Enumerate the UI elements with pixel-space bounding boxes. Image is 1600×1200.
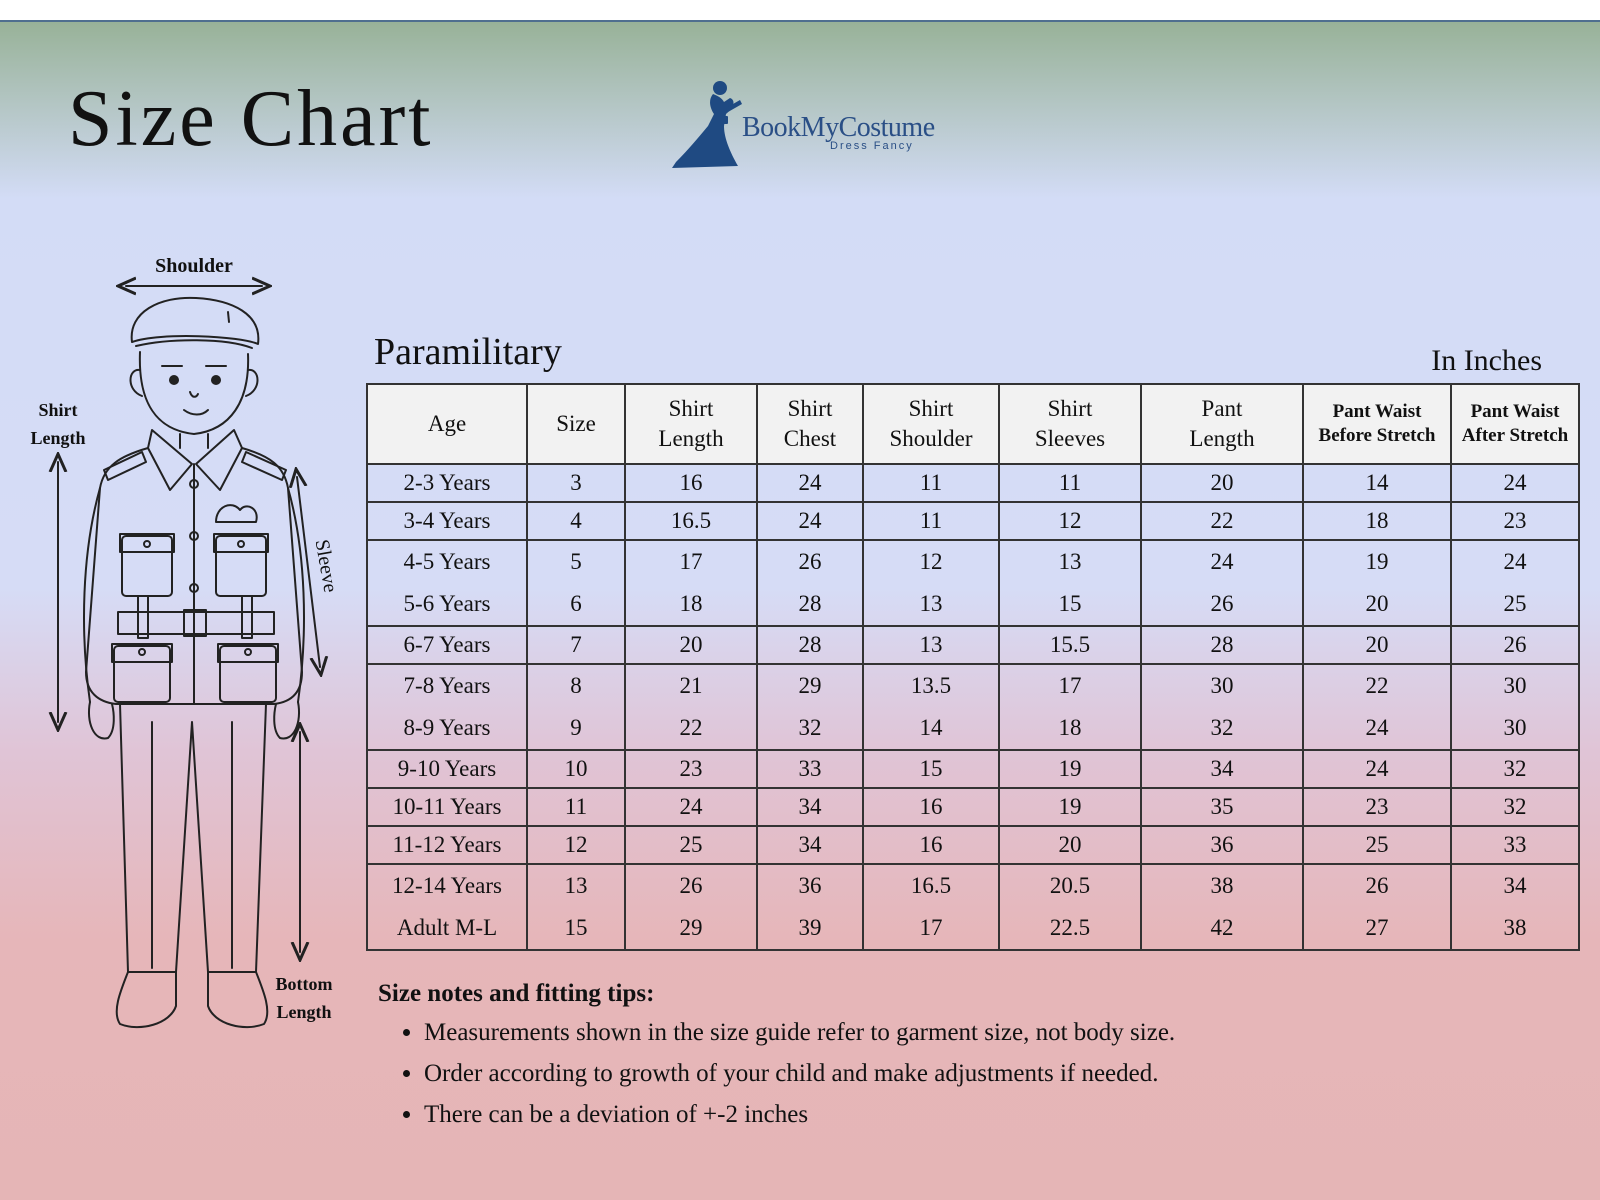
cell-shirt-length: 16.5 <box>625 502 757 540</box>
cell-age: 2-3 Years <box>367 464 527 502</box>
cell-shirt-length: 16 <box>625 464 757 502</box>
cell-pant-length: 20 <box>1141 464 1303 502</box>
cell-shirt-length: 26 29 <box>625 864 757 950</box>
header-shirt-length: Shirt Length <box>625 384 757 464</box>
table-row-pair <box>367 864 1579 950</box>
cell-shirt-chest: 24 <box>757 502 863 540</box>
cell-age: 3-4 Years <box>367 502 527 540</box>
cell-shirt-sleeves: 11 <box>999 464 1141 502</box>
bottom-length-label-line-2: Length <box>276 1002 332 1022</box>
cell-waist-before: 25 <box>1303 826 1451 864</box>
size-chart-panel <box>0 20 1600 1200</box>
cell-waist-after: 32 <box>1451 788 1579 826</box>
shirt-length-label-line-1: Shirt <box>38 400 78 420</box>
note-item: • Measurements shown in the size guide refer to garment size, not body size. <box>424 1012 1175 1053</box>
cell-pant-length: 28 <box>1141 626 1303 664</box>
cell-waist-before: 20 <box>1303 626 1451 664</box>
cell-pant-length: 35 <box>1141 788 1303 826</box>
brand-name: BookMyCostume <box>742 112 935 143</box>
header-pant-length: Pant Length <box>1141 384 1303 464</box>
cell-age: 7-8 Years 8-9 Years <box>367 664 527 750</box>
cell-waist-before: 14 <box>1303 464 1451 502</box>
cell-shirt-chest: 29 32 <box>757 664 863 750</box>
cell-shirt-chest: 34 <box>757 826 863 864</box>
cell-shirt-length: 24 <box>625 788 757 826</box>
table-row <box>367 750 1579 788</box>
cell-size: 12 <box>527 826 625 864</box>
brand-tagline: Dress Fancy <box>830 140 914 152</box>
table-row <box>367 788 1579 826</box>
table-row-pair <box>367 664 1579 750</box>
cell-shirt-chest: 36 39 <box>757 864 863 950</box>
header-pant-waist-before: Pant Waist Before Stretch <box>1303 384 1451 464</box>
sleeve-label: Sleeve <box>310 537 342 595</box>
cell-shirt-chest: 24 <box>757 464 863 502</box>
cell-shirt-sleeves: 17 18 <box>999 664 1141 750</box>
cell-waist-before: 22 24 <box>1303 664 1451 750</box>
cell-waist-before: 23 <box>1303 788 1451 826</box>
table-header-row <box>367 384 1579 464</box>
cell-age: 12-14 Years Adult M-L <box>367 864 527 950</box>
cell-waist-after: 24 <box>1451 464 1579 502</box>
cell-shirt-sleeves: 12 <box>999 502 1141 540</box>
cell-shirt-sleeves: 20.5 22.5 <box>999 864 1141 950</box>
cell-waist-after: 32 <box>1451 750 1579 788</box>
table-row <box>367 464 1579 502</box>
cell-waist-before: 19 20 <box>1303 540 1451 626</box>
note-item: • Order according to growth of your child and make adjustments if needed. <box>424 1053 1175 1094</box>
cell-shirt-shoulder: 13.5 14 <box>863 664 999 750</box>
header-shirt-shoulder: Shirt Shoulder <box>863 384 999 464</box>
cell-shirt-sleeves: 20 <box>999 826 1141 864</box>
cell-waist-after: 26 <box>1451 626 1579 664</box>
cell-age: 10-11 Years <box>367 788 527 826</box>
cell-pant-length: 38 42 <box>1141 864 1303 950</box>
cell-shirt-length: 20 <box>625 626 757 664</box>
units-label: In Inches <box>1431 344 1542 377</box>
size-table <box>366 383 1580 951</box>
cell-waist-before: 26 27 <box>1303 864 1451 950</box>
shirt-length-label <box>20 396 96 452</box>
uniform-child-illustration <box>20 252 350 1062</box>
cell-waist-after: 34 38 <box>1451 864 1579 950</box>
header-age: Age <box>367 384 527 464</box>
cell-shirt-sleeves: 19 <box>999 788 1141 826</box>
cell-shirt-length: 23 <box>625 750 757 788</box>
cell-shirt-length: 25 <box>625 826 757 864</box>
bottom-length-label-line-1: Bottom <box>275 974 333 994</box>
cell-age: 4-5 Years 5-6 Years <box>367 540 527 626</box>
header-pant-waist-after: Pant Waist After Stretch <box>1451 384 1579 464</box>
cell-waist-after: 23 <box>1451 502 1579 540</box>
cell-waist-before: 18 <box>1303 502 1451 540</box>
section-title: Paramilitary <box>374 331 562 373</box>
cell-age: 9-10 Years <box>367 750 527 788</box>
cell-shirt-sleeves: 13 15 <box>999 540 1141 626</box>
table-row <box>367 502 1579 540</box>
fitting-notes <box>378 980 1175 1135</box>
note-item: • There can be a deviation of +-2 inches <box>424 1094 1175 1135</box>
cell-shirt-chest: 28 <box>757 626 863 664</box>
cell-size: 5 6 <box>527 540 625 626</box>
cell-shirt-length: 17 18 <box>625 540 757 626</box>
notes-list <box>378 1012 1175 1135</box>
cell-shirt-chest: 34 <box>757 788 863 826</box>
cell-shirt-shoulder: 13 <box>863 626 999 664</box>
cell-shirt-chest: 26 28 <box>757 540 863 626</box>
cell-age: 11-12 Years <box>367 826 527 864</box>
cell-age: 6-7 Years <box>367 626 527 664</box>
cell-shirt-shoulder: 16.5 17 <box>863 864 999 950</box>
measurement-figure <box>20 252 350 1062</box>
cell-shirt-shoulder: 11 <box>863 502 999 540</box>
cell-shirt-shoulder: 15 <box>863 750 999 788</box>
cell-pant-length: 22 <box>1141 502 1303 540</box>
table-row <box>367 626 1579 664</box>
cell-pant-length: 24 26 <box>1141 540 1303 626</box>
table-row <box>367 826 1579 864</box>
cell-shirt-sleeves: 15.5 <box>999 626 1141 664</box>
cell-waist-after: 30 30 <box>1451 664 1579 750</box>
page-title: Size Chart <box>68 75 434 163</box>
cell-size: 11 <box>527 788 625 826</box>
header-size: Size <box>527 384 625 464</box>
cell-size: 7 <box>527 626 625 664</box>
cell-shirt-sleeves: 19 <box>999 750 1141 788</box>
cell-pant-length: 30 32 <box>1141 664 1303 750</box>
cell-shirt-shoulder: 16 <box>863 788 999 826</box>
cell-size: 3 <box>527 464 625 502</box>
notes-title: Size notes and fitting tips: <box>378 980 655 1007</box>
cell-size: 8 9 <box>527 664 625 750</box>
cell-shirt-shoulder: 12 13 <box>863 540 999 626</box>
cell-waist-before: 24 <box>1303 750 1451 788</box>
shoulder-label: Shoulder <box>155 255 233 277</box>
header-shirt-sleeves: Shirt Sleeves <box>999 384 1141 464</box>
shirt-length-label-line-2: Length <box>30 428 86 448</box>
bottom-length-label <box>264 970 344 1026</box>
table-row-pair <box>367 540 1579 626</box>
header-shirt-chest: Shirt Chest <box>757 384 863 464</box>
cell-shirt-chest: 33 <box>757 750 863 788</box>
cell-waist-after: 33 <box>1451 826 1579 864</box>
cell-waist-after: 24 25 <box>1451 540 1579 626</box>
cell-pant-length: 34 <box>1141 750 1303 788</box>
cell-size: 4 <box>527 502 625 540</box>
cell-size: 10 <box>527 750 625 788</box>
cell-pant-length: 36 <box>1141 826 1303 864</box>
cell-shirt-length: 21 22 <box>625 664 757 750</box>
cell-shirt-shoulder: 16 <box>863 826 999 864</box>
cell-size: 13 15 <box>527 864 625 950</box>
cell-shirt-shoulder: 11 <box>863 464 999 502</box>
